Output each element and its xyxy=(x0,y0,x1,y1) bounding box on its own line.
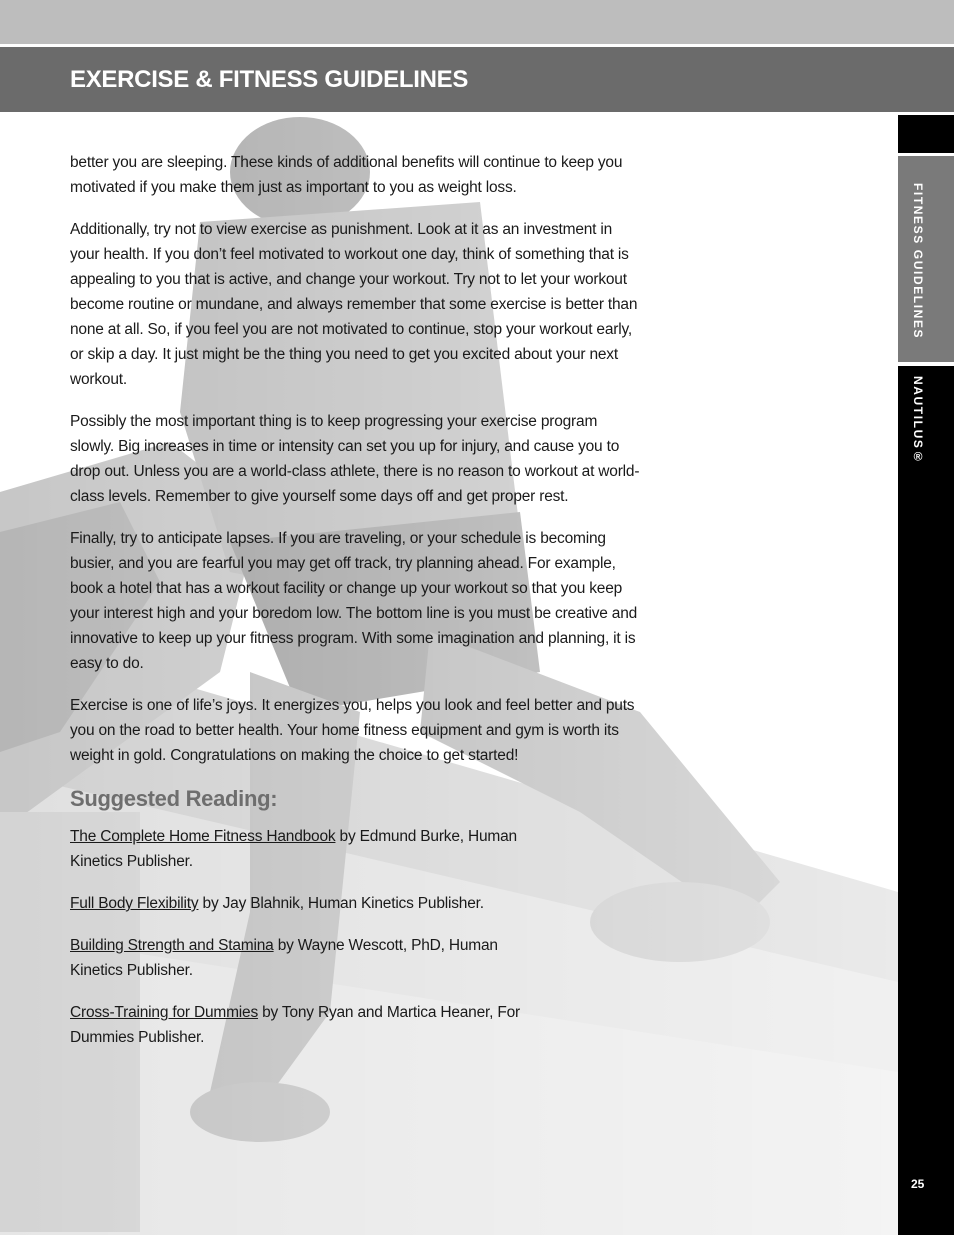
top-strip xyxy=(0,0,954,44)
book-entry xyxy=(70,933,540,983)
book-details: by Wayne Wescott, PhD, Human Kinetics Publisher. xyxy=(70,937,498,979)
suggested-reading-heading: Suggested Reading: xyxy=(70,786,278,811)
book-details: by Jay Blahnik, Human Kinetics Publisher. xyxy=(198,895,484,912)
book-entry xyxy=(70,824,540,874)
sidebar-tab-nautilus xyxy=(898,366,954,1235)
book-entry xyxy=(70,891,540,916)
book-details: by Edmund Burke, Human Kinetics Publisher. xyxy=(70,828,517,870)
sidebar-tab-label: FITNESS GUIDELINES xyxy=(911,183,925,340)
sidebar-tab-label: NAUTILUS® xyxy=(911,376,925,466)
book-title: Full Body Flexibility xyxy=(70,895,199,912)
book-title: The Complete Home Fitness Handbook xyxy=(70,828,336,845)
book-details: by Tony Ryan and Martica Heaner, For Dummies Publisher. xyxy=(70,1004,520,1046)
sidebar-top-block xyxy=(898,115,954,153)
page-number: 25 xyxy=(911,1177,925,1191)
main-content xyxy=(70,150,640,1067)
sidebar-tab-fitness xyxy=(898,156,954,362)
page-title: EXERCISE & FITNESS GUIDELINES xyxy=(70,66,469,93)
book-title: Cross-Training for Dummies xyxy=(70,1004,259,1021)
body-paragraph: Finally, try to anticipate lapses. If you are traveling, or your schedule is becoming busier, and you are fearful you may get off track, try planning ahead. For example, book a hotel that has a workout facility or change up your workout so that you keep your interest high and your boredom low. The bottom line is you must be creative and innovative to keep up your fitness program. With some imagination and planning, it is easy to do. xyxy=(70,530,638,672)
body-paragraph: Exercise is one of life’s joys. It energizes you, helps you look and feel better and puts you on the road to better health. Your home fitness equipment and gym is worth its weight in gold. Congratulations on making the choice to get started! xyxy=(70,697,635,764)
body-paragraph: Additionally, try not to view exercise as punishment. Look at it as an investment in your health. If you don’t feel motivated to workout one day, think of something that is appealing to you that is active, and change your workout. Try not to let your workout become routine or mundane, and always remember that some exercise is better than none at all. So, if you feel you are not motivated to continue, stop your workout early, or skip a day. It just might be the thing you need to get you excited about your next workout. xyxy=(70,221,638,388)
book-entry xyxy=(70,1000,540,1050)
body-paragraph: Possibly the most important thing is to keep progressing your exercise program slowly. Big increases in time or intensity can set you up for injury, and cause you to drop out. Unless you are a world-class athlete, there is no reason to workout at world-class levels. Remember to give yourself some days off and get proper rest. xyxy=(70,413,640,505)
body-paragraph: better you are sleeping. These kinds of additional benefits will continue to keep you motivated if you make them just as important to you as weight loss. xyxy=(70,154,623,196)
book-title: Building Strength and Stamina xyxy=(70,937,274,954)
